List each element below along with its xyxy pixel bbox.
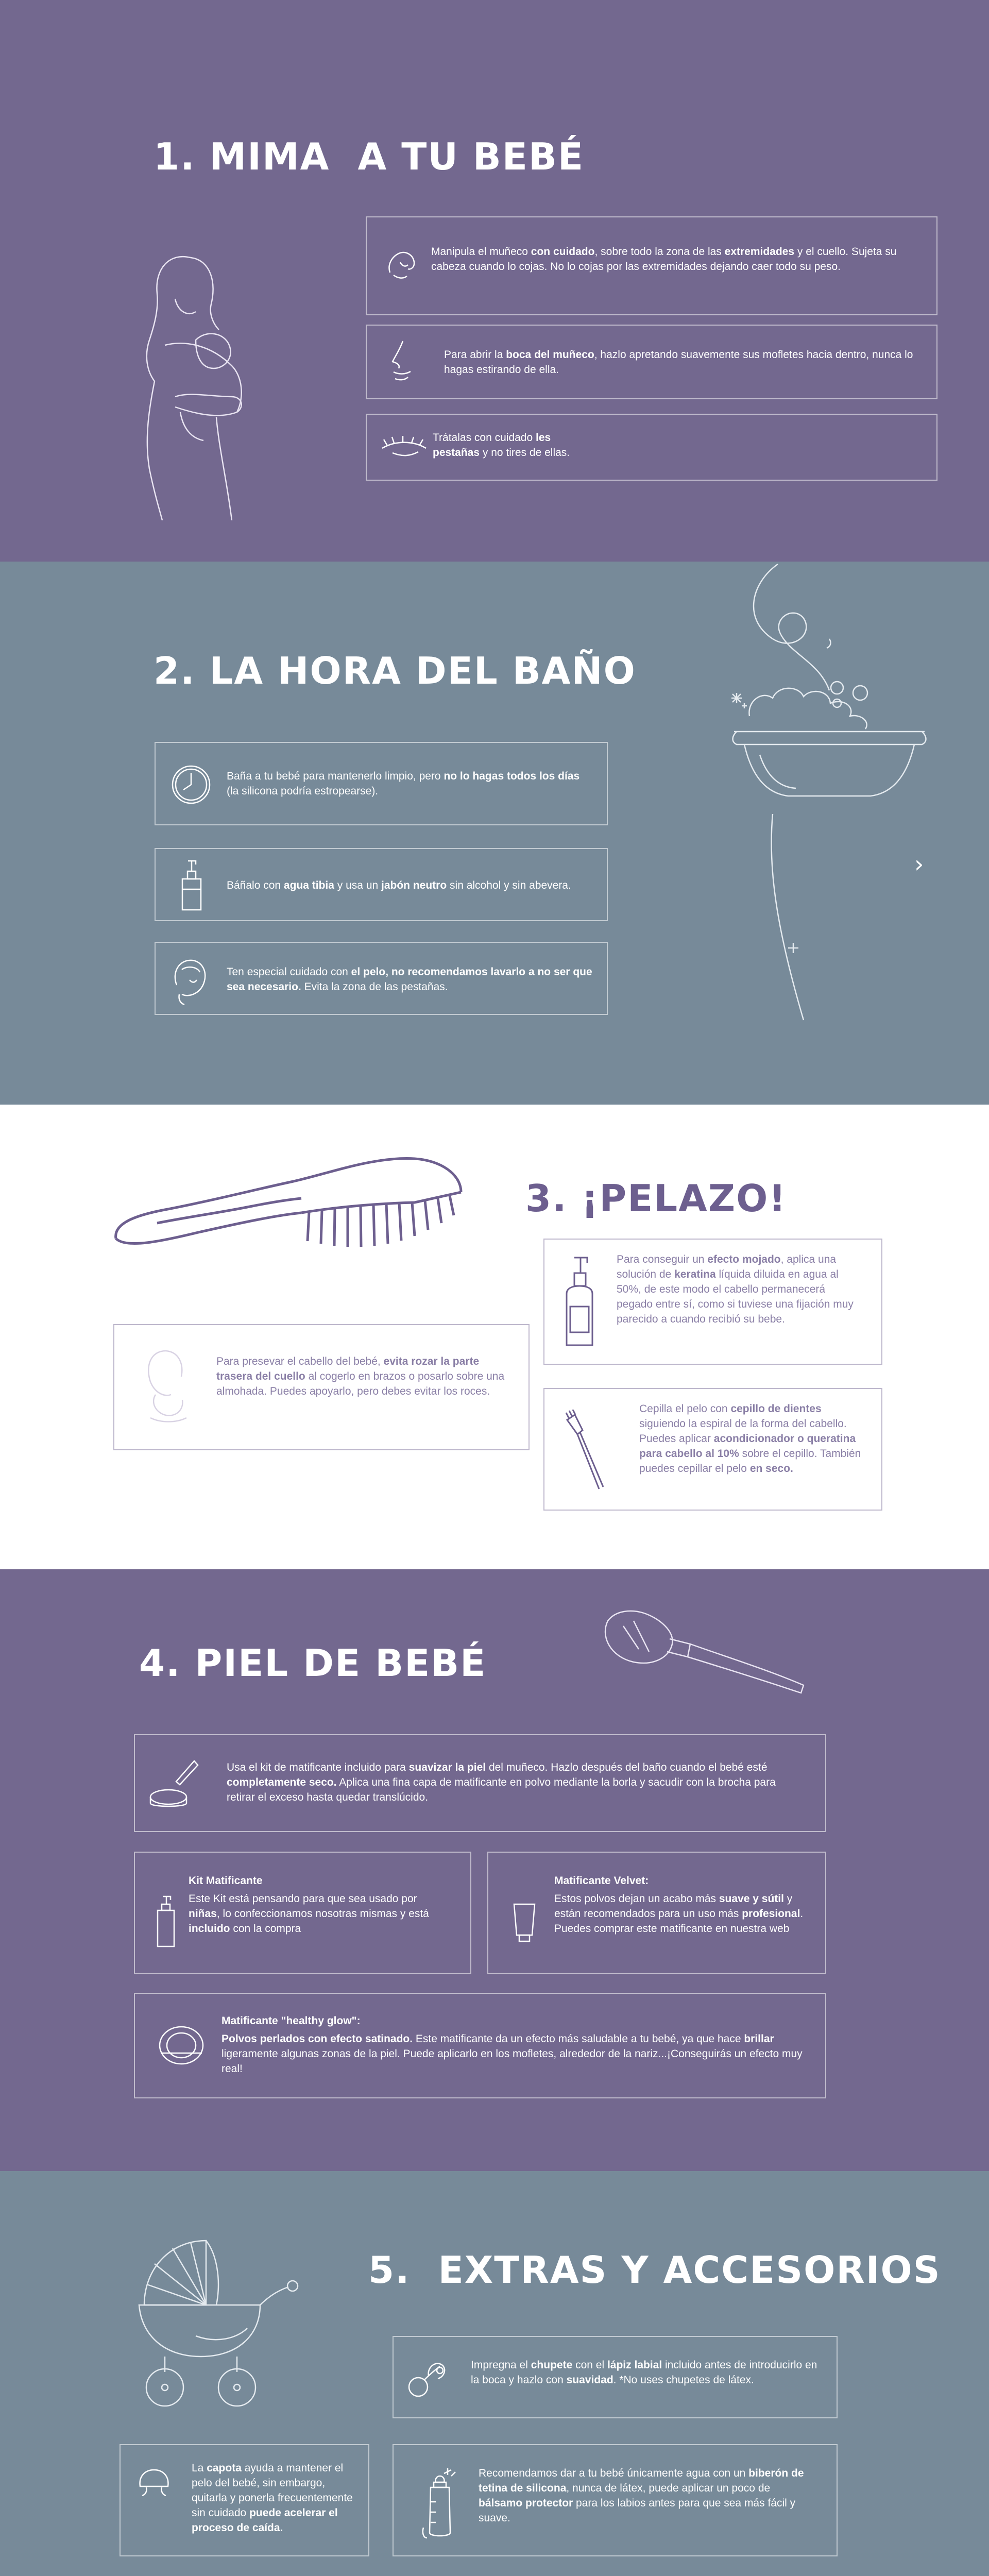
eyelash-icon bbox=[380, 435, 429, 461]
card-text: Báñalo con agua tibia y usa un jabón neutro sin alcohol y sin abevera. bbox=[227, 879, 571, 891]
section-title: 2. LA HORA DEL BAÑO bbox=[154, 649, 636, 692]
mouth-icon bbox=[382, 338, 418, 387]
card-text: Manipula el muñeco con cuidado, sobre todo la zona de las extremidades y el cuello. Sujeta su cabeza cuando lo cojas. No lo cojas por las extremidades dejando caer todo su peso. bbox=[431, 246, 897, 273]
mother-baby-illustration bbox=[113, 242, 263, 520]
info-card bbox=[487, 1852, 826, 1974]
section-pelazo bbox=[0, 1105, 989, 1569]
info-card bbox=[543, 1239, 882, 1365]
card-text: Trátalas con cuidado les pestañas y no tires de ellas. bbox=[433, 432, 570, 459]
powder-kit-icon bbox=[145, 1756, 202, 1812]
spray-bottle-icon bbox=[559, 1255, 600, 1350]
card-text: Kit Matificante Este Kit está pensando para que sea usado por niñas, lo confeccionamos nosotras mismas y está incluido con la compra bbox=[189, 1875, 429, 1935]
info-card bbox=[393, 2336, 838, 2418]
bottle-icon bbox=[152, 1894, 178, 1951]
card-text: Matificante "healthy glow": Polvos perlados con efecto satinado. Este matificante da un efecto más saludable a tu bebé, ya que hace brillar ligeramente algunas zonas de la piel. Puede aplicarlo en los mofletes, alrededor de la nariz...¡Conseguirás un efecto muy real! bbox=[221, 2015, 803, 2075]
info-card bbox=[366, 325, 937, 399]
info-card bbox=[134, 1734, 826, 1832]
card-text: Impregna el chupete con el lápiz labial incluido antes de introducirlo en la boca y hazlo con suavidad. *No uses chupetes de látex. bbox=[471, 2359, 817, 2386]
card-text: Usa el kit de matificante incluido para suavizar la piel del muñeco. Hazlo después del baño cuando el bebé esté completamente seco. Aplica una fina capa de matificante en polvo mediante la borla y sacudir con la brocha para retirar el exceso hasta quedar translúcido. bbox=[227, 1761, 776, 1803]
info-card bbox=[366, 216, 937, 315]
info-card bbox=[134, 1852, 471, 1974]
next-arrow[interactable]: › bbox=[914, 850, 924, 878]
info-card bbox=[393, 2444, 838, 2556]
card-text: Recomendamos dar a tu bebé únicamente agua con un biberón de tetina de silicona, nunca de látex, puede aplicar un poco de bálsamo protector para los labios antes para que sea más fácil y suave. bbox=[479, 2467, 804, 2524]
soap-bottle-icon bbox=[175, 858, 206, 915]
info-card bbox=[113, 1324, 530, 1450]
section-title: 5. EXTRAS Y ACCESORIOS bbox=[368, 2248, 941, 2292]
info-card bbox=[155, 848, 608, 921]
info-card bbox=[543, 1388, 882, 1511]
baby-profile-icon bbox=[135, 1346, 197, 1428]
card-text: Para presevar el cabello del bebé, evita rozar la parte trasera del cuello al cogerlo en brazos o posarlo sobre una almohada. Puedes apoyarlo, pero debes evitar los roces. bbox=[216, 1355, 505, 1397]
baby-head-icon bbox=[169, 954, 210, 1006]
stroller-illustration bbox=[134, 2233, 325, 2418]
comb-illustration bbox=[106, 1146, 476, 1259]
compact-icon bbox=[156, 2022, 207, 2069]
info-card bbox=[120, 2444, 369, 2556]
clock-icon bbox=[168, 761, 214, 808]
section-piel bbox=[0, 1569, 989, 2171]
section-extras bbox=[0, 2171, 989, 2576]
section-title: 3. ¡PELAZO! bbox=[525, 1177, 787, 1220]
bathtub-illustration bbox=[721, 562, 937, 1025]
info-card bbox=[366, 414, 937, 481]
card-text: Para conseguir un efecto mojado, aplica una solución de keratina líquida diluida en agua al 50%, de este modo el cabello permanecerá pegado entre sí, como si tuviese una fijación muy parecido a cuando recibió su bebe. bbox=[617, 1253, 854, 1325]
bonnet-icon bbox=[136, 2466, 172, 2497]
card-text: Para abrir la boca del muñeco, hazlo apretando suavemente sus mofletes hacia dentro, nunca lo hagas estirando de ella. bbox=[444, 349, 913, 376]
makeup-brush-illustration bbox=[598, 1600, 814, 1703]
card-text: La capota ayuda a mantener el pelo del bebé, sin embargo, quitarla y ponerla frecuentemente sin cuidado puede acelerar el proceso de caída. bbox=[192, 2462, 353, 2534]
section-title: 4. PIEL DE BEBÉ bbox=[139, 1641, 487, 1685]
hand-icon bbox=[382, 244, 423, 285]
card-text: Ten especial cuidado con el pelo, no recomendamos lavarlo a no ser que sea necesario. Evita la zona de las pestañas. bbox=[227, 966, 592, 993]
section-bano bbox=[0, 562, 989, 1105]
toothbrush-icon bbox=[562, 1410, 608, 1492]
pacifier-icon bbox=[404, 2355, 450, 2401]
card-text: Baña a tu bebé para mantenerlo limpio, pero no lo hagas todos los días (la silicona podría estropearse). bbox=[227, 770, 580, 797]
info-card bbox=[134, 1993, 826, 2098]
info-card bbox=[155, 942, 608, 1015]
cream-tube-icon bbox=[509, 1899, 540, 1945]
section-title: 1. MIMA A TU BEBÉ bbox=[154, 135, 585, 178]
card-text: Matificante Velvet: Estos polvos dejan un acabo más suave y sútil y están recomendados para un uso más profesional. Puedes comprar este matificante en nuestra web bbox=[554, 1875, 804, 1935]
baby-bottle-icon bbox=[419, 2466, 461, 2543]
card-text: Cepilla el pelo con cepillo de dientes siguiendo la espiral de la forma del cabello. Puedes aplicar acondicionador o queratina para cabello al 10% sobre el cepillo. También puedes cepillar el pelo en seco. bbox=[639, 1403, 861, 1475]
section-mima bbox=[0, 0, 989, 562]
info-card bbox=[155, 742, 608, 825]
